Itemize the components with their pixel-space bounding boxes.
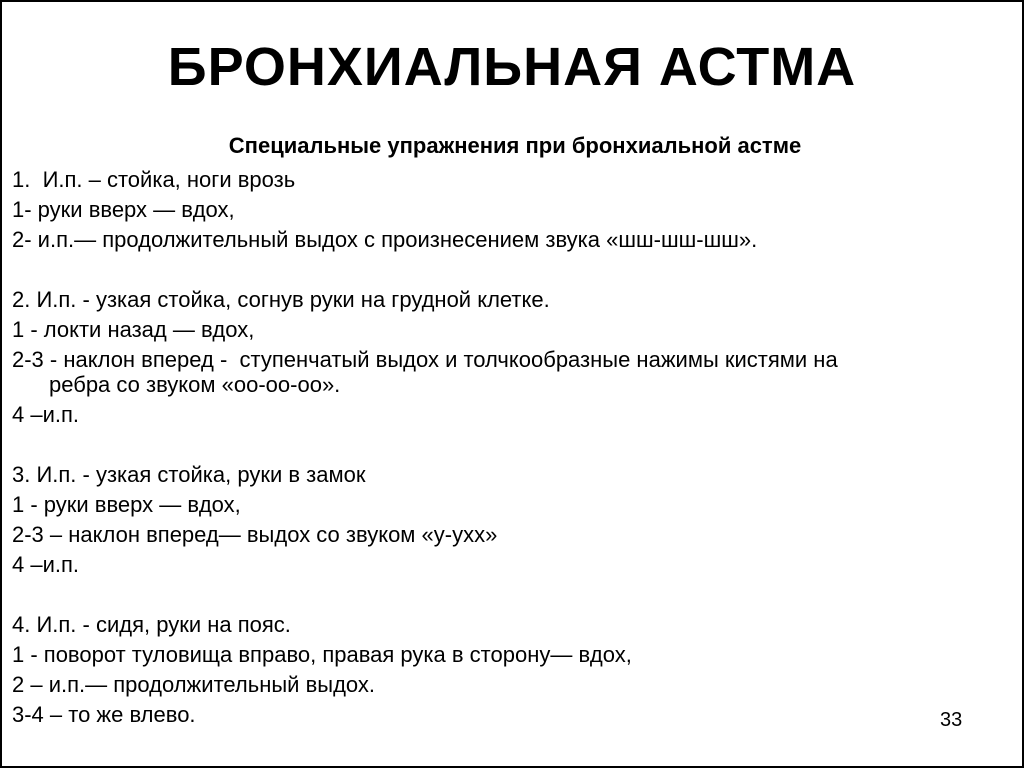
exercise-list (12, 165, 1002, 730)
exercise-2 (12, 285, 1002, 430)
slide-title: БРОНХИАЛЬНАЯ АСТМА (167, 37, 857, 97)
spacer (12, 580, 1002, 610)
exercise-2-line-4: ребра со звуком «оо-оо-оо». (49, 372, 341, 397)
exercise-3-line-4: 4 –и.п. (12, 552, 80, 577)
page-number: 33 (940, 709, 963, 731)
exercise-3-line-3: 2-3 – наклон вперед— выдох со звуком «у-ухх» (12, 522, 498, 547)
exercise-4-line-3: 2 – и.п.— продолжительный выдох. (12, 672, 375, 697)
exercise-1 (12, 165, 1002, 255)
exercise-4-line-2: 1 - поворот туловища вправо, правая рука в сторону— вдох, (12, 642, 632, 667)
slide-subtitle: Специальные упражнения при бронхиальной астме (228, 133, 802, 158)
exercise-3-line-1: 3. И.п. - узкая стойка, руки в замок (12, 462, 366, 487)
spacer (12, 430, 1002, 460)
exercise-3 (12, 460, 1002, 580)
exercise-4 (12, 610, 1002, 730)
exercise-2-line-2: 1 - локти назад — вдох, (12, 317, 255, 342)
exercise-2-line-3: 2-3 - наклон вперед - ступенчатый выдох и толчкообразные нажимы кистями на (12, 347, 838, 372)
exercise-2-line-5: 4 –и.п. (12, 402, 80, 427)
exercise-4-line-4: 3-4 – то же влево. (12, 702, 196, 727)
exercise-1-line-3: 2- и.п.— продолжительный выдох с произнесением звука «шш-шш-шш». (12, 227, 758, 252)
spacer (12, 255, 1002, 285)
exercise-2-line-1: 2. И.п. - узкая стойка, согнув руки на грудной клетке. (12, 287, 550, 312)
exercise-1-line-2: 1- руки вверх — вдох, (12, 197, 235, 222)
exercise-1-line-1: 1. И.п. – стойка, ноги врозь (12, 167, 296, 192)
exercise-3-line-2: 1 - руки вверх — вдох, (12, 492, 241, 517)
exercise-4-line-1: 4. И.п. - сидя, руки на пояс. (12, 612, 291, 637)
